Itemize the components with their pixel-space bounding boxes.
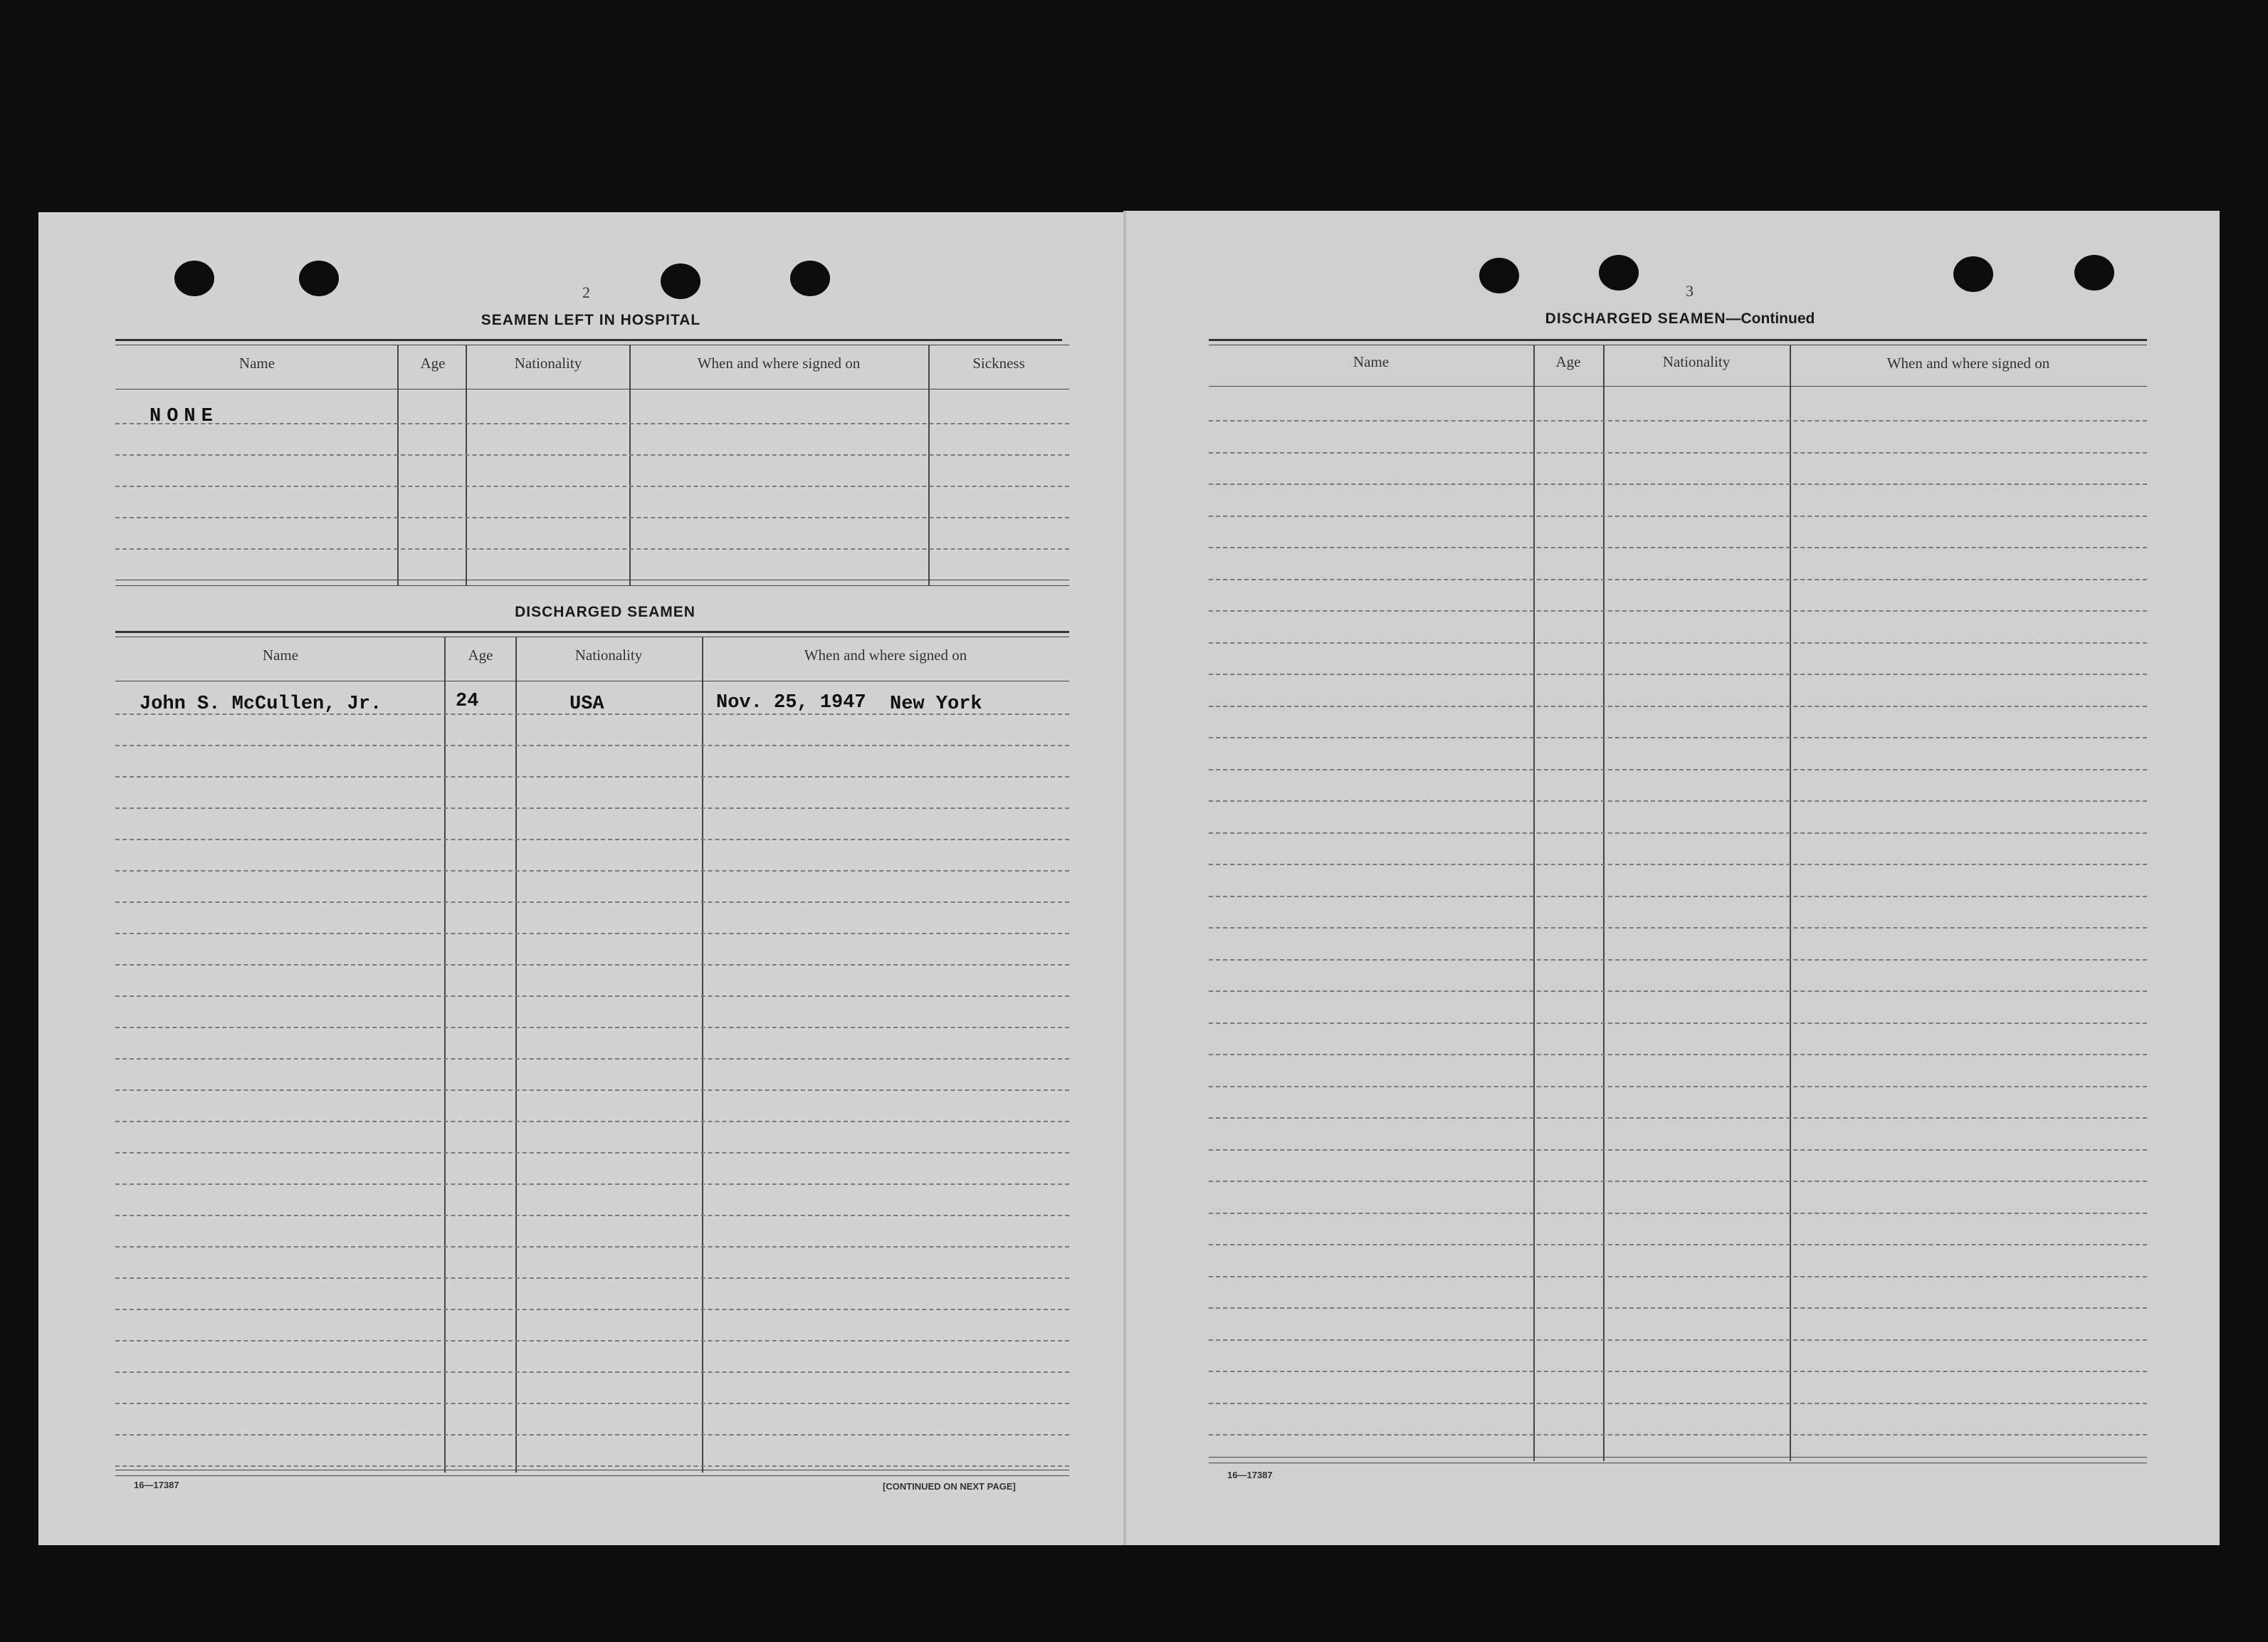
ruled-line (1209, 547, 2147, 548)
hospital-entry: NONE (149, 406, 219, 427)
seaman-name: John S. McCullen, Jr. (140, 694, 382, 715)
header-bottom-rule (1209, 386, 2147, 387)
column-divider (1790, 345, 1791, 1461)
ruled-line (115, 548, 1069, 550)
ruled-line (115, 745, 1069, 746)
punch-hole (299, 261, 339, 296)
continued-note: [CONTINUED ON NEXT PAGE] (883, 1481, 1016, 1492)
column-divider (1603, 345, 1605, 1461)
col-header-signed-on: When and where signed on (1886, 355, 2050, 372)
ruled-line (1209, 706, 2147, 707)
ruled-line (115, 776, 1069, 778)
ruled-line (115, 807, 1069, 809)
punch-hole (174, 261, 214, 296)
top-rule (115, 339, 1062, 341)
page-number: 2 (582, 283, 590, 301)
col-header-nationality: Nationality (514, 355, 582, 372)
hospital-section-title: SEAMEN LEFT IN HOSPITAL (481, 312, 701, 328)
ruled-line (1209, 832, 2147, 834)
punch-hole (790, 261, 830, 296)
ruled-line (115, 1152, 1069, 1154)
section-bottom-rule (115, 585, 1069, 586)
ruled-line (115, 1183, 1069, 1185)
title-main: DISCHARGED SEAMEN (1545, 310, 1726, 327)
col-header-age: Age (420, 355, 446, 372)
seaman-age: 24 (456, 691, 479, 712)
ruled-line (115, 1277, 1069, 1279)
ruled-line (115, 1215, 1069, 1216)
ruled-line (115, 1434, 1069, 1436)
ruled-line (115, 1058, 1069, 1060)
col-header-name: Name (238, 355, 275, 372)
form-number: 16—17387 (134, 1480, 179, 1490)
col-header-sickness: Sickness (972, 355, 1025, 372)
ruled-line (1209, 864, 2147, 865)
form-number: 16—17387 (1227, 1470, 1273, 1480)
ruled-line (115, 454, 1069, 456)
discharged-continued-title (1459, 310, 1901, 328)
column-divider (444, 637, 446, 1473)
section-bottom-rule (1209, 1457, 2147, 1458)
ruled-line (115, 1121, 1069, 1122)
ruled-line (1209, 1434, 2147, 1436)
discharged-section-title: DISCHARGED SEAMEN (515, 604, 695, 620)
col-header-name: Name (262, 647, 299, 664)
ruled-line (1209, 737, 2147, 738)
ruled-line (1209, 1276, 2147, 1277)
col-header-nationality: Nationality (1662, 353, 1731, 370)
ruled-line (1209, 1403, 2147, 1404)
page-number: 3 (1686, 282, 1694, 300)
ruled-line (115, 870, 1069, 872)
ruled-line (1209, 1339, 2147, 1341)
col-header-signed-on: When and where signed on (697, 355, 861, 372)
ruled-line (115, 1246, 1069, 1248)
ruled-line (1209, 1054, 2147, 1055)
ruled-line (1209, 610, 2147, 612)
ruled-line (115, 964, 1069, 966)
ruled-line (115, 1340, 1069, 1342)
col-header-age: Age (468, 647, 493, 664)
right-page (1125, 211, 2220, 1545)
ruled-line (115, 1309, 1069, 1310)
ruled-line (1209, 1244, 2147, 1245)
ruled-line (1209, 800, 2147, 802)
column-divider (515, 637, 517, 1473)
ruled-line (1209, 1117, 2147, 1119)
punch-hole (661, 263, 700, 299)
ruled-line (1209, 674, 2147, 675)
ruled-line (1209, 1149, 2147, 1151)
col-header-signed-on: When and where signed on (804, 647, 967, 664)
punch-hole (2074, 255, 2114, 291)
ruled-line (115, 1403, 1069, 1404)
punch-hole (1953, 256, 1993, 292)
ruled-line (1209, 1307, 2147, 1309)
top-rule (1209, 339, 2147, 341)
ruled-line (1209, 1023, 2147, 1024)
ruled-line (1209, 1181, 2147, 1182)
ruled-line (115, 423, 1069, 424)
ruled-line (1209, 452, 2147, 454)
ruled-line (115, 901, 1069, 903)
ruled-line (1209, 896, 2147, 897)
ruled-line (1209, 927, 2147, 929)
punch-hole (1479, 258, 1519, 293)
page-fold (1123, 211, 1126, 1545)
seaman-nationality: USA (569, 694, 604, 715)
ruled-line (115, 995, 1069, 997)
ruled-line (1209, 1086, 2147, 1087)
ruled-line (115, 933, 1069, 934)
col-header-nationality: Nationality (574, 647, 643, 664)
column-divider (1533, 345, 1535, 1461)
ruled-line (1209, 483, 2147, 485)
ruled-line (115, 1371, 1069, 1373)
ruled-line (115, 1465, 1069, 1467)
ruled-line (1209, 516, 2147, 517)
column-divider (702, 637, 703, 1473)
ruled-line (115, 839, 1069, 840)
ruled-line (115, 1089, 1069, 1091)
ruled-line (1209, 769, 2147, 770)
top-rule (115, 631, 1069, 633)
ruled-line (1209, 642, 2147, 644)
ruled-line (115, 1027, 1069, 1028)
ruled-line (1209, 579, 2147, 580)
signed-on-date: Nov. 25, 1947 (716, 692, 866, 713)
section-bottom-rule (115, 1475, 1069, 1476)
ruled-line (115, 486, 1069, 487)
ruled-line (1209, 959, 2147, 961)
signed-on-place: New York (890, 694, 982, 715)
col-header-name: Name (1353, 353, 1390, 370)
title-suffix: —Continued (1726, 310, 1815, 327)
ruled-line (1209, 1371, 2147, 1372)
ruled-line (1209, 420, 2147, 422)
ruled-line (1209, 1213, 2147, 1214)
ruled-line (115, 517, 1069, 518)
col-header-age: Age (1555, 353, 1581, 370)
ruled-line (1209, 990, 2147, 992)
punch-hole (1599, 255, 1639, 291)
